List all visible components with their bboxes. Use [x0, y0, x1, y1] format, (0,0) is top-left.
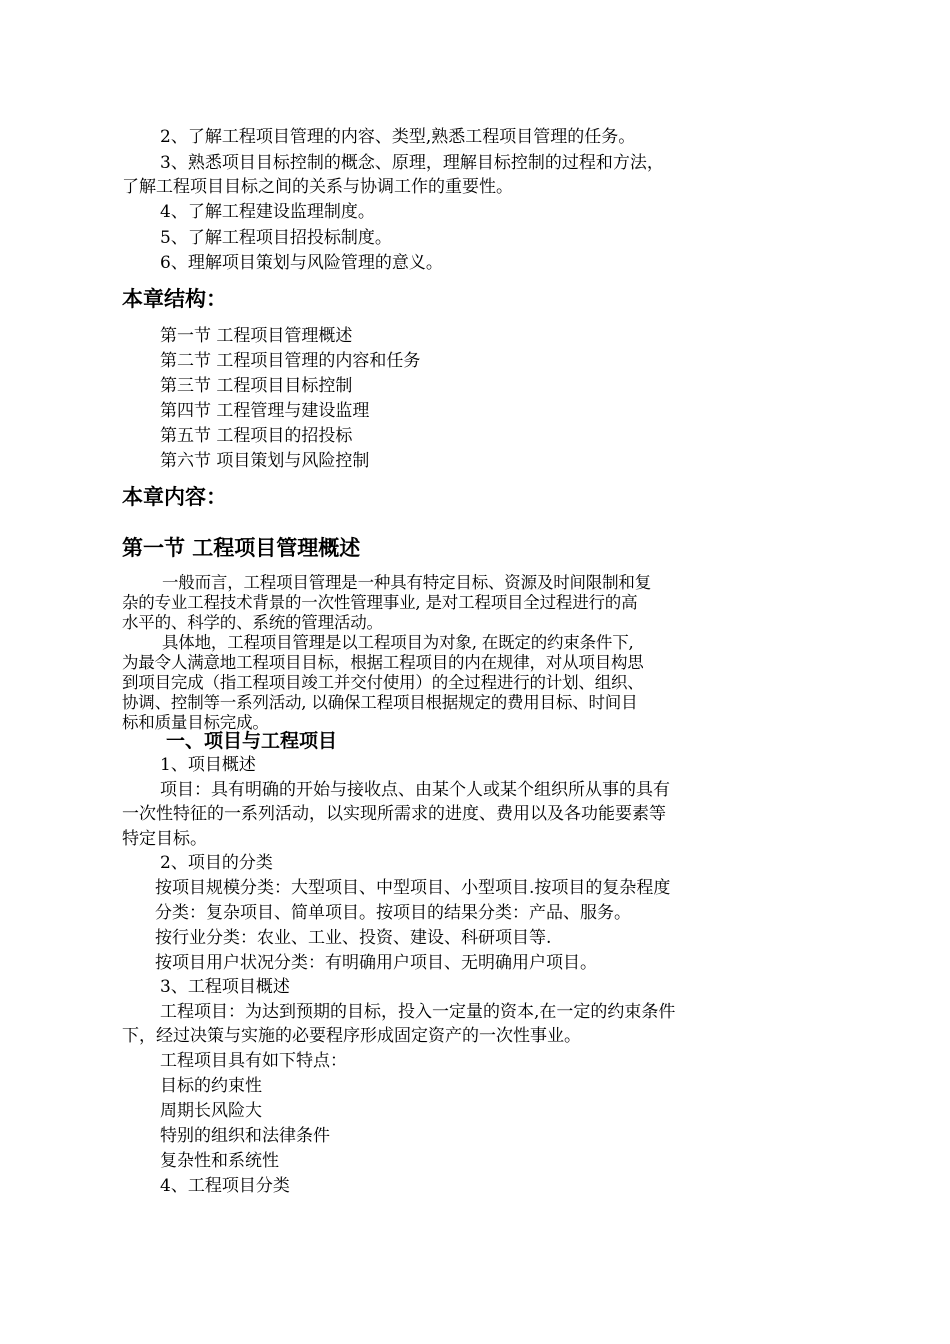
body-line: 项目：具有明确的开始与接收点、由某个人或某个组织所从事的具有	[160, 780, 670, 800]
intro-line: 水平的、科学的、系统的管理活动。	[122, 613, 383, 632]
body-line: 2、项目的分类	[160, 853, 273, 873]
content-heading: 本章内容：	[122, 485, 227, 509]
structure-item: 第二节 工程项目管理的内容和任务	[160, 351, 421, 371]
body-line: 一次性特征的一系列活动，以实现所需求的进度、费用以及各功能要素等	[122, 804, 666, 824]
structure-item: 第三节 工程项目目标控制	[160, 376, 353, 396]
body-line: 按项目规模分类：大型项目、中型项目、小型项目.按项目的复杂程度	[155, 878, 671, 898]
body-line: 特定目标。	[122, 829, 207, 849]
subsection-title: 一、项目与工程项目	[166, 730, 338, 752]
structure-item: 第五节 工程项目的招投标	[160, 426, 353, 446]
body-line: 1、项目概述	[160, 755, 256, 775]
body-line: 4、工程项目分类	[160, 1176, 290, 1196]
intro-line: 协调、控制等一系列活动, 以确保工程项目根据规定的费用目标、时间目	[122, 693, 638, 712]
objective-line: 4、了解工程建设监理制度。	[160, 202, 375, 222]
body-line: 按行业分类：农业、工业、投资、建设、科研项目等.	[155, 928, 552, 948]
body-line: 工程项目具有如下特点：	[160, 1051, 347, 1071]
body-line: 工程项目：为达到预期的目标，投入一定量的资本,在一定的约束条件	[160, 1002, 676, 1022]
body-line: 复杂性和系统性	[160, 1151, 279, 1171]
intro-line: 杂的专业工程技术背景的一次性管理事业, 是对工程项目全过程进行的高	[122, 593, 638, 612]
structure-item: 第六节 项目策划与风险控制	[160, 451, 370, 471]
structure-item: 第四节 工程管理与建设监理	[160, 401, 370, 421]
body-line: 周期长风险大	[160, 1101, 262, 1121]
intro-line: 标和质量目标完成。	[122, 713, 269, 732]
body-line: 分类：复杂项目、简单项目。按项目的结果分类：产品、服务。	[155, 903, 631, 923]
body-line: 3、工程项目概述	[160, 977, 290, 997]
objective-line: 了解工程项目目标之间的关系与协调工作的重要性。	[122, 177, 513, 197]
structure-heading: 本章结构：	[122, 287, 227, 311]
body-line: 下，经过决策与实施的必要程序形成固定资产的一次性事业。	[122, 1026, 581, 1046]
section-title: 第一节 工程项目管理概述	[122, 536, 361, 560]
body-line: 按项目用户状况分类：有明确用户项目、无明确用户项目。	[155, 953, 597, 973]
structure-item: 第一节 工程项目管理概述	[160, 326, 353, 346]
objective-line: 6、理解项目策划与风险管理的意义。	[160, 253, 443, 273]
body-line: 目标的约束性	[160, 1076, 262, 1096]
intro-line: 为最令人满意地工程项目目标，根据工程项目的内在规律，对从项目构思	[122, 653, 644, 672]
objective-line: 5、了解工程项目招投标制度。	[160, 228, 392, 248]
intro-line: 一般而言，工程项目管理是一种具有特定目标、资源及时间限制和复	[162, 573, 652, 592]
intro-line: 到项目完成（指工程项目竣工并交付使用）的全过程进行的计划、组织、	[122, 673, 644, 692]
objective-line: 3、熟悉项目目标控制的概念、原理，理解目标控制的过程和方法，	[160, 153, 664, 173]
body-line: 特别的组织和法律条件	[160, 1126, 330, 1146]
intro-line: 具体地，工程项目管理是以工程项目为对象, 在既定的约束条件下,	[162, 633, 634, 652]
objective-line: 2、了解工程项目管理的内容、类型,熟悉工程项目管理的任务。	[160, 127, 636, 147]
